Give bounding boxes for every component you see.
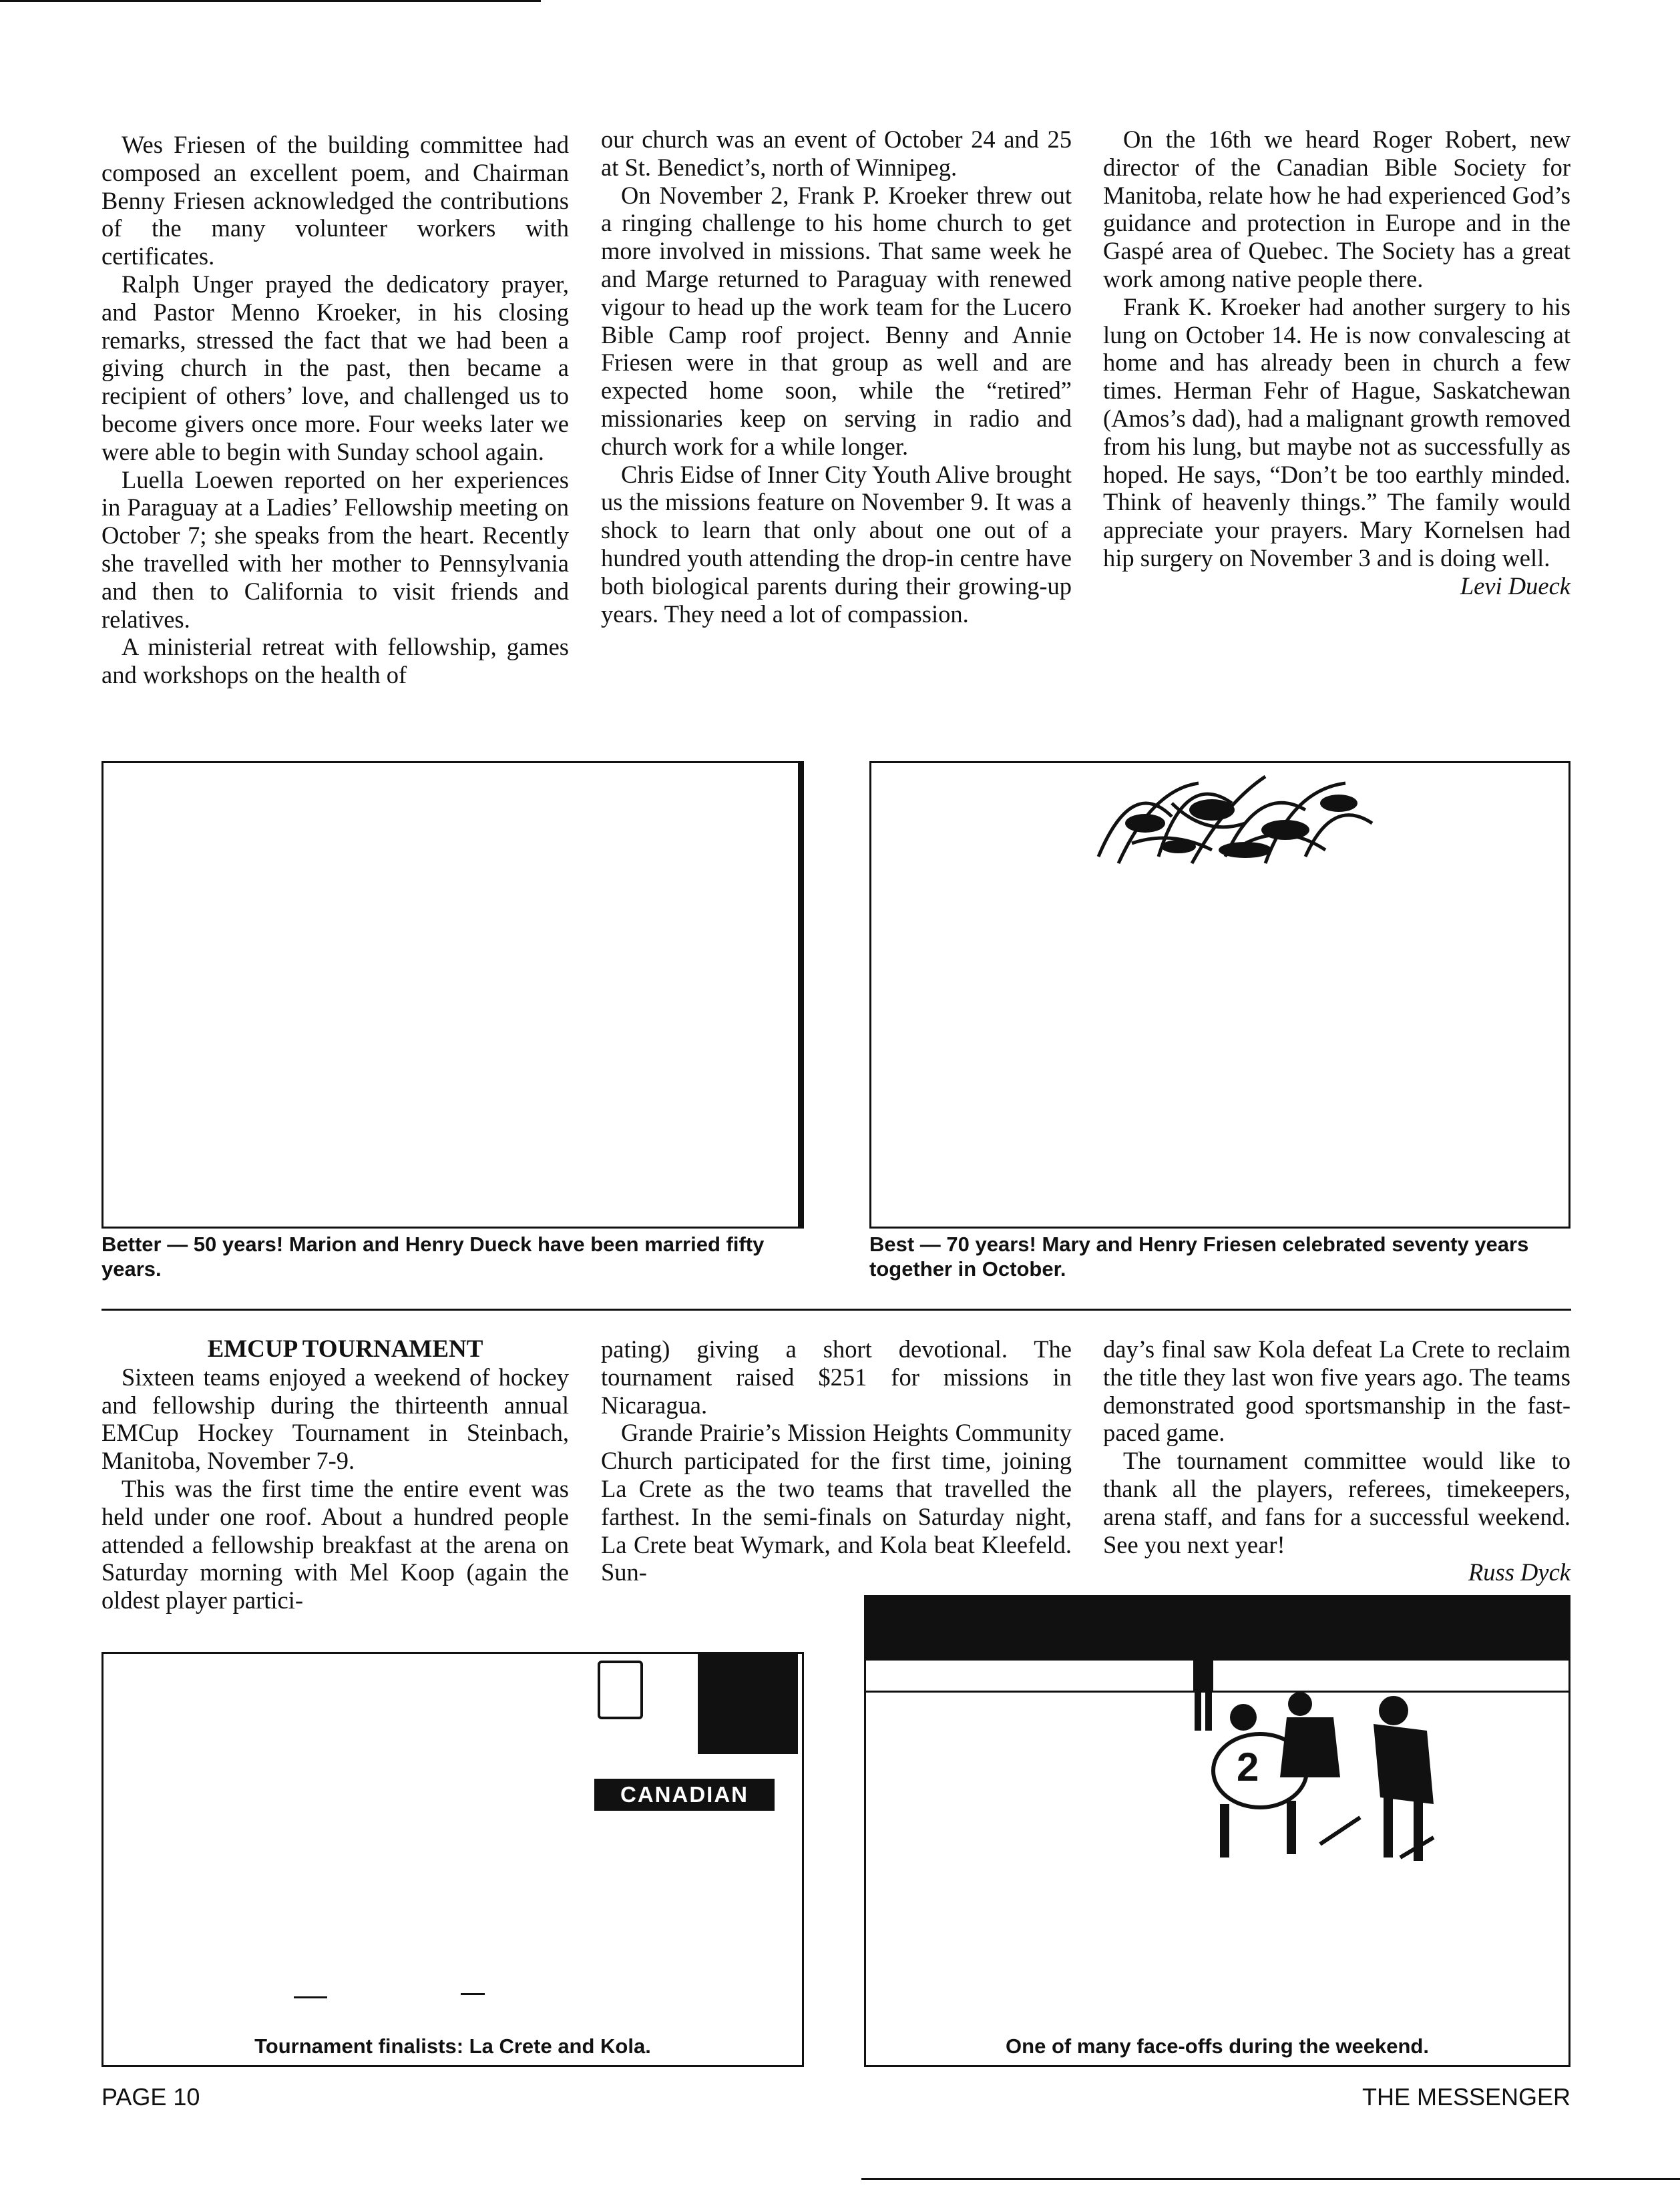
photo-mark — [294, 1996, 327, 1998]
paragraph: Ralph Unger prayed the dedicatory prayer, and Pastor Menno Kroeker, in his closing remarks, stressed the fact that we had been a giving church in the past, then became a recipient of others’ love, and challenged us to become givers once more. Four weeks later we were able to begin with Sunday school again. — [101, 270, 569, 465]
paragraph: Luella Loewen reported on her experiences in Paraguay at a Ladies’ Fellowship meeting on October 7; she speaks from the heart. Recently she travelled with her mother to Pennsylvania and then to California to visit friends and relatives. — [101, 465, 569, 633]
paragraph: pating) giving a short devotional. The tournament raised $251 for missions in Nicaragua. — [601, 1335, 1072, 1419]
hockey-players-image — [1120, 1644, 1494, 1924]
author-signature: Russ Dyck — [1468, 1558, 1570, 1586]
author-signature: Levi Dueck — [1460, 572, 1570, 600]
caption-finalists: Tournament finalists: La Crete and Kola. — [254, 2034, 651, 2058]
publication-name: THE MESSENGER — [1361, 2083, 1570, 2111]
paragraph: On November 2, Frank P. Kroeker threw out a ringing challenge to his home church to get more involved in missions. That same week he and Marge returned to Paraguay with renewed vigour to head up the work team for the Lucero Bible Camp roof project. Benny and Annie Friesen were in that group as well and are expected home soon, while the “retired” missionaries keep on serving in radio and church work for a while longer. — [601, 181, 1072, 460]
article2-column-2 — [601, 1335, 1072, 1586]
paragraph: This was the first time the entire event was held under one roof. About a hundred people attended a fellowship breakfast at the arena on Saturday morning with Mel Koop (again the oldest player partici- — [101, 1474, 569, 1614]
page-number: PAGE 10 — [101, 2083, 200, 2111]
arena-background — [598, 1654, 804, 1767]
caption-friesen: Best — 70 years! Mary and Henry Friesen celebrated seventy years together in October. — [869, 1233, 1529, 1281]
paragraph: Wes Friesen of the building committee had composed an excellent poem, and Chairman Benny Friesen acknowledged the contributions of the many volunteer workers with certificates. — [101, 131, 569, 270]
photo-tournament-finalists — [101, 1652, 804, 2067]
photo-friesen-couple — [869, 761, 1570, 1229]
caption-face-off: One of many face-offs during the weekend. — [1006, 2034, 1429, 2058]
bottom-rule — [861, 2178, 1680, 2180]
arena-shadow — [698, 1654, 798, 1754]
paragraph: Frank K. Kroeker had another surgery to his lung on October 14. He is now convalescing at home and has already been in church a few times. Herman Fehr of Hague, Saskatchewan (Amos’s dad), had a malignant growth removed from his lung, but maybe not as successfully as hoped. He says, “Don’t be too earthly minded. Think of heavenly things.” The family would appreciate your prayers. Mary Kornelsen had hip surgery on November 3 and is doing well. — [1103, 292, 1570, 572]
section-divider — [101, 1309, 1571, 1311]
article1-column-3 — [1103, 126, 1570, 600]
plant-foliage-image — [1092, 763, 1379, 877]
article2-column-3 — [1103, 1335, 1570, 1586]
canadian-tire-sign: CANADIAN TIRE — [594, 1779, 775, 1811]
article2-column-1 — [101, 1335, 569, 1614]
svg-text:2: 2 — [1237, 1745, 1259, 1789]
article1-column-1 — [101, 131, 569, 689]
arena-structure — [598, 1661, 643, 1719]
paragraph: day’s final saw Kola defeat La Crete to reclaim the title they last won five years ago. The teams demonstrated good sportsmanship in the fast-paced game. — [1103, 1335, 1570, 1447]
caption-dueck: Better — 50 years! Marion and Henry Dueck have been married fifty years. — [101, 1233, 765, 1281]
top-rule — [0, 0, 541, 2]
photo-edge — [798, 763, 802, 1227]
paragraph: Chris Eidse of Inner City Youth Alive brought us the missions feature on November 9. It was a shock to learn that only about one out of a hundred youth attending the drop-in centre have both biological parents during their growing-up years. They need a lot of compassion. — [601, 460, 1072, 628]
photo-mark — [461, 1993, 485, 1995]
photo-dueck-couple — [101, 761, 804, 1229]
paragraph: A ministerial retreat with fellowship, games and workshops on the health of — [101, 633, 569, 689]
headline-emcup: EMCUP TOURNAMENT — [207, 1335, 483, 1363]
photo-face-off — [864, 1595, 1570, 2067]
paragraph: our church was an event of October 24 and 25 at St. Benedict’s, north of Winnipeg. — [601, 126, 1072, 181]
paragraph: The tournament committee would like to thank all the players, referees, timekeepers, arena staff, and fans for a successful weekend. See you next year! — [1103, 1447, 1570, 1558]
paragraph: Sixteen teams enjoyed a weekend of hockey and fellowship during the thirteenth annual EMCup Hockey Tournament in Steinbach, Manitoba, November 7-9. — [101, 1363, 569, 1475]
paragraph: Grande Prairie’s Mission Heights Community Church participated for the first time, joining La Crete as the two teams that travelled the farthest. In the semi-finals on Saturday night, La Crete beat Wymark, and Kola beat Kleefeld. Sun- — [601, 1419, 1072, 1586]
article1-column-2 — [601, 126, 1072, 628]
paragraph: On the 16th we heard Roger Robert, new director of the Canadian Bible Society for Manitoba, relate how he had experienced God’s guidance and protection in Europe and in the Gaspé area of Quebec. The Society has a great work among native people there. — [1103, 126, 1570, 292]
